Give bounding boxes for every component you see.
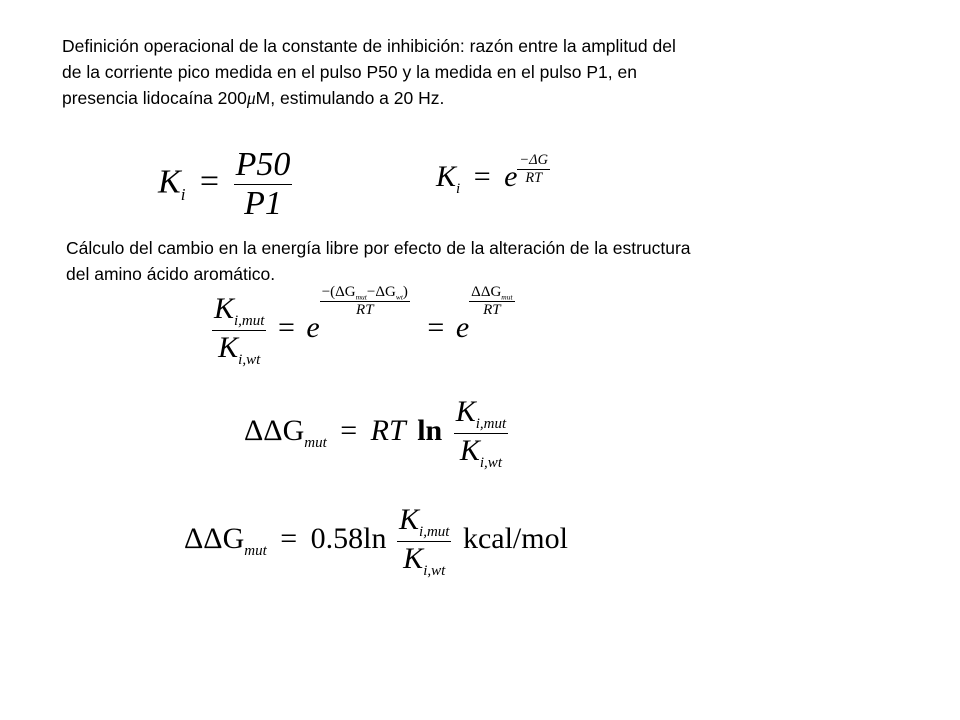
equation-ki-ratio: $K_i$ = $\frac{P50}{P1}$ xyxy=(158,146,291,222)
calculation-line-1: Cálculo del cambio en la energía libre por efecto de la alteración de la estructura xyxy=(66,238,691,258)
definition-line-1: Definición operacional de la constante de inhibición: razón entre la amplitud del xyxy=(62,36,676,56)
calculation-line-2: del amino ácido aromático. xyxy=(66,264,276,284)
definition-line-3: presencia lidocaína 200μM, estimulando a 20 Hz. xyxy=(62,88,445,108)
fraction-ki-mut-wt: $\frac{K_{i,mut}}{K_{i,wt}}$ xyxy=(214,292,265,368)
unit-label: kcal/mol xyxy=(462,522,568,556)
calculation-paragraph xyxy=(66,235,691,287)
equation-ki-exponential: $K_i = e$ $\frac{-\Delta G}{RT}$ xyxy=(436,152,548,197)
fraction-p50-p1: $\frac{P50}{P1}$ xyxy=(235,146,291,222)
definition-paragraph xyxy=(62,33,676,111)
definition-line-2: de la corriente pico medida en el pulso P50 y la medida en el pulso P1, en xyxy=(62,62,637,82)
equation-ddg-kcal: $\Delta\Delta G_{mut} = 0.58\ln$ $\frac{K_{i,mut}}{K_{i,wt}}$ kcal/mol xyxy=(184,503,568,579)
mu-symbol: μ xyxy=(246,88,256,108)
equation-ddg-rt-ln: $\Delta\Delta G_{mut}$ = RT ln $\frac{K_{i,mut}}{K_{i,wt}}$ xyxy=(244,395,507,471)
equation-ratio-exponential: $\frac{K_{i,mut}}{K_{i,wt}}$ = e $\frac{-(\Delta G_{mut}-\Delta G_{wt})}{RT}$ = e $\frac{\Delta\Delta G_{mut}}{RT}$ xyxy=(214,283,513,368)
